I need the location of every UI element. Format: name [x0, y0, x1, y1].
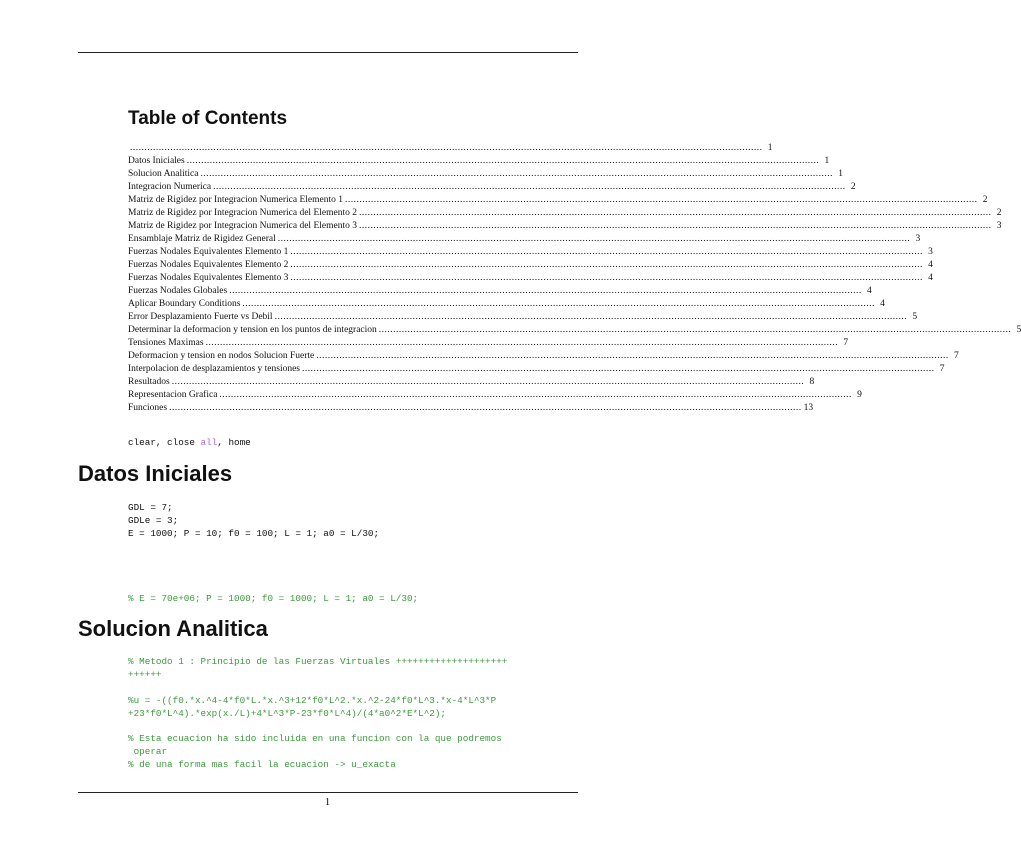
toc-leader-dots: ............................................................................................................................................................................................................................	[213, 182, 846, 192]
toc-entry-label: Aplicar Boundary Conditions	[128, 299, 241, 309]
toc-leader-dots: ............................................................................................................................................................................................................................	[290, 260, 923, 270]
toc-entry-page: 1	[767, 143, 773, 153]
toc-entry[interactable]	[128, 220, 1002, 233]
toc-entry-page: 7	[843, 338, 849, 348]
toc-entry-page: 7	[939, 364, 945, 374]
toc-entry-page: 4	[928, 260, 933, 270]
toc-entry[interactable]	[128, 142, 773, 155]
toc-entry-label: Error Desplazamiento Fuerte vs Debil	[128, 312, 273, 322]
toc-entry-page: 5	[1016, 325, 1021, 335]
solucion-comment-note: % Esta ecuacion ha sido incluida en una funcion con la que podremos operar % de una forma mas facil la ecuacion -> u_exacta	[128, 733, 502, 770]
toc-entry-label: Deformacion y tension en nodos Solucion Fuerte	[128, 351, 315, 361]
solucion-comment-formula: %u = -((f0.*x.^4-4*f0*L.*x.^3+12*f0*L^2.*x.^2-24*f0*L^3.*x-4*L^3*P +23*f0*L^4).*exp(x./L)+4*L^3*P-23*f0*L^4)/(4*a0^2*E*L^2);	[128, 695, 497, 719]
toc-entry-label: Ensamblaje Matriz de Rigidez General	[128, 234, 276, 244]
toc-entry-page: 1	[824, 156, 830, 166]
toc-entry-page: 13	[803, 403, 814, 413]
toc-leader-dots: ............................................................................................................................................................................................................................	[290, 273, 923, 283]
datos-iniciales-code: GDL = 7; GDLe = 3; E = 1000; P = 10; f0 = 100; L = 1; a0 = L/30;	[128, 502, 380, 539]
toc-leader-dots: ............................................................................................................................................................................................................................	[316, 351, 949, 361]
datos-iniciales-comment: % E = 70e+06; P = 1000; f0 = 1000; L = 1; a0 = L/30;	[128, 593, 419, 604]
toc-entry-label: Funciones	[128, 403, 168, 413]
toc-entry[interactable]	[128, 233, 921, 246]
toc-entry-label: Fuerzas Nodales Equivalentes Elemento 3	[128, 273, 289, 283]
toc-entry-page: 5	[912, 312, 918, 322]
toc-leader-dots: ............................................................................................................................................................................................................................	[169, 403, 802, 413]
code-text: , home	[217, 437, 251, 448]
toc-leader-dots: ............................................................................................................................................................................................................................	[302, 364, 935, 374]
toc-entry[interactable]	[128, 389, 862, 402]
toc-entry-page: 2	[982, 195, 988, 205]
toc-entry-label: Determinar la deformacion y tension en los puntos de integracion	[128, 325, 377, 335]
toc-entry[interactable]	[128, 363, 945, 376]
toc-entry-page: 4	[928, 273, 933, 283]
toc-leader-dots: ............................................................................................................................................................................................................................	[242, 299, 875, 309]
toc-entry-page: 3	[928, 247, 933, 257]
toc-entry[interactable]	[128, 311, 918, 324]
bottom-rule	[78, 792, 578, 793]
toc-entry-page: 9	[857, 390, 862, 400]
toc-entry-page: 1	[838, 169, 843, 179]
toc-entry-label: Solucion Analitica	[128, 169, 199, 179]
intro-code	[128, 436, 251, 449]
toc-entry-page: 4	[866, 286, 872, 296]
toc-leader-dots: ............................................................................................................................................................................................................................	[378, 325, 1012, 335]
toc-entry-label: Resultados	[128, 377, 170, 387]
toc-entry-label: Fuerzas Nodales Equivalentes Elemento 2	[128, 260, 289, 270]
toc-entry[interactable]	[128, 207, 1002, 220]
toc-entry-page: 4	[880, 299, 885, 309]
table-of-contents	[128, 142, 1021, 415]
toc-leader-dots: ............................................................................................................................................................................................................................	[358, 221, 992, 231]
toc-leader-dots: ............................................................................................................................................................................................................................	[277, 234, 911, 244]
toc-leader-dots: ............................................................................................................................................................................................................................	[274, 312, 908, 322]
toc-entry[interactable]	[128, 376, 815, 389]
page-number: 1	[324, 796, 331, 808]
code-text: clear, close	[128, 437, 201, 448]
toc-entry[interactable]	[128, 272, 933, 285]
toc-leader-dots: ............................................................................................................................................................................................................................	[171, 377, 805, 387]
toc-leader-dots: ............................................................................................................................................................................................................................	[200, 169, 833, 179]
toc-leader-dots: ............................................................................................................................................................................................................................	[186, 156, 820, 166]
toc-entry[interactable]	[128, 298, 885, 311]
toc-entry[interactable]	[128, 337, 849, 350]
code-keyword: all	[200, 437, 218, 448]
toc-entry[interactable]	[128, 402, 814, 415]
section-heading-datos-iniciales: Datos Iniciales	[78, 461, 233, 486]
toc-entry[interactable]	[128, 285, 872, 298]
toc-entry-label: Representacion Grafica	[128, 390, 218, 400]
toc-entry[interactable]	[128, 155, 830, 168]
toc-leader-dots: ............................................................................................................................................................................................................................	[229, 286, 862, 296]
toc-entry-label: Fuerzas Nodales Equivalentes Elemento 1	[128, 247, 289, 257]
toc-entry-page: 7	[954, 351, 959, 361]
toc-entry-label: Integracion Numerica	[128, 182, 212, 192]
toc-entry-page: 2	[850, 182, 856, 192]
toc-entry[interactable]	[128, 259, 933, 272]
toc-entry-label: Datos Iniciales	[128, 156, 185, 166]
toc-leader-dots: ............................................................................................................................................................................................................................	[290, 247, 923, 257]
toc-leader-dots: ............................................................................................................................................................................................................................	[130, 143, 763, 153]
toc-entry-page: 8	[809, 377, 815, 387]
toc-entry-label: Matriz de Rigidez por Integracion Numerica del Elemento 3	[128, 221, 357, 231]
toc-leader-dots: ............................................................................................................................................................................................................................	[358, 208, 992, 218]
toc-entry-label: Matriz de Rigidez por Integracion Numerica del Elemento 2	[128, 208, 357, 218]
toc-entry[interactable]	[128, 194, 988, 207]
solucion-comment-metodo: % Metodo 1 : Principio de las Fuerzas Virtuales ++++++++++++++++++++ ++++++	[128, 656, 508, 680]
section-heading-solucion-analitica: Solucion Analitica	[78, 616, 268, 641]
toc-entry[interactable]	[128, 324, 1021, 337]
toc-leader-dots: ............................................................................................................................................................................................................................	[205, 338, 839, 348]
toc-entry-page: 3	[915, 234, 921, 244]
toc-entry-label: Tensiones Maximas	[128, 338, 204, 348]
toc-entry[interactable]	[128, 168, 843, 181]
toc-entry[interactable]	[128, 181, 856, 194]
toc-entry-label: Fuerzas Nodales Globales	[128, 286, 228, 296]
toc-leader-dots: ............................................................................................................................................................................................................................	[345, 195, 978, 205]
toc-entry-label: Matriz de Rigidez por Integracion Numerica Elemento 1	[128, 195, 343, 205]
toc-title: Table of Contents	[128, 108, 288, 129]
top-rule	[78, 52, 578, 53]
toc-entry[interactable]	[128, 246, 933, 259]
toc-entry-page: 3	[996, 221, 1002, 231]
toc-entry[interactable]	[128, 350, 959, 363]
toc-entry-page: 2	[996, 208, 1002, 218]
toc-leader-dots: ............................................................................................................................................................................................................................	[219, 390, 852, 400]
toc-entry-label: Interpolacion de desplazamientos y tensiones	[128, 364, 301, 374]
